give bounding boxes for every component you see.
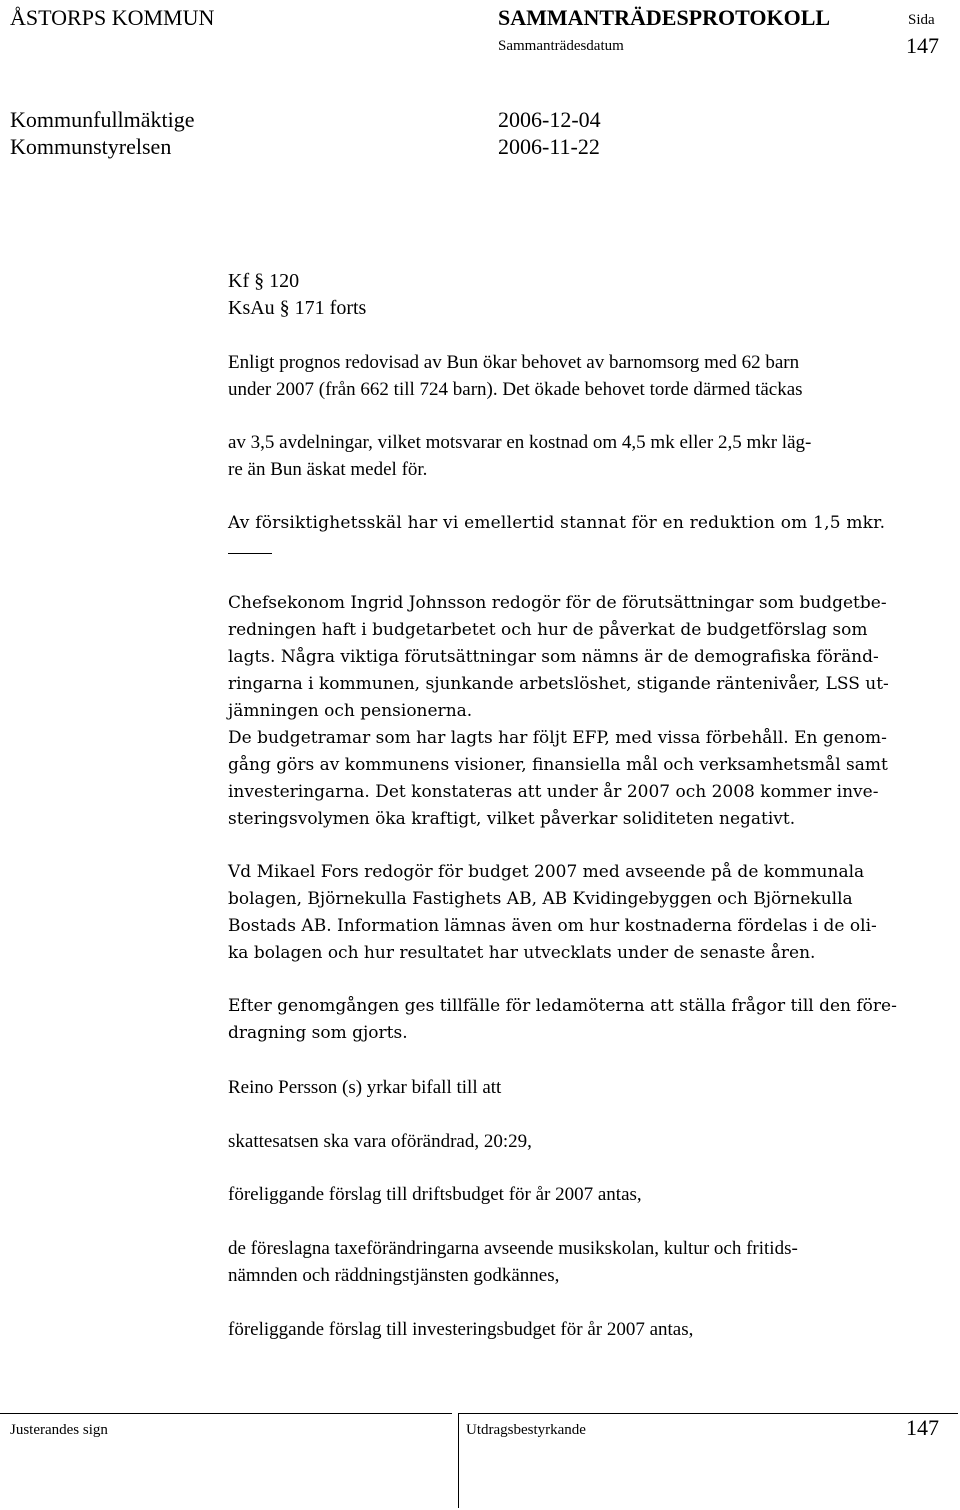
paragraph	[228, 1316, 940, 1343]
paragraph	[228, 510, 940, 537]
text-line: skattesatsen ska vara oförändrad, 20:29,	[228, 1131, 532, 1152]
text-line: ringarna i kommunen, sjunkande arbetslöshet, stigande räntenivåer, LSS ut-	[228, 674, 889, 694]
separator-line	[228, 553, 272, 554]
signature-label: Justerandes sign	[10, 1422, 108, 1438]
body-date: 2006-11-22	[498, 134, 600, 159]
paragraph	[228, 993, 940, 1047]
text-line: bolagen, Björnekulla Fastighets AB, AB Kvidingebyggen och Björnekulla	[228, 889, 853, 909]
text-line: lagts. Några viktiga förutsättningar som nämns är de demografiska föränd-	[228, 647, 879, 667]
text-line: Av försiktighetsskäl har vi emellertid stannat för en reduktion om 1,5 mkr.	[228, 513, 886, 533]
paragraph	[228, 349, 940, 403]
page-label: Sida	[908, 12, 935, 28]
text-line: dragning som gjorts.	[228, 1023, 408, 1043]
text-line: föreliggande förslag till driftsbudget för år 2007 antas,	[228, 1184, 642, 1205]
paragraph	[228, 590, 940, 833]
body-date: 2006-12-04	[498, 107, 601, 132]
footer-divider	[458, 1413, 459, 1508]
section-ref: Kf § 120	[228, 270, 300, 292]
text-line: Chefsekonom Ingrid Johnsson redogör för de förutsättningar som budgetbe-	[228, 593, 887, 613]
text-line: ka bolagen och hur resultatet har utvecklats under de senaste åren.	[228, 943, 816, 963]
text-line: De budgetramar som har lagts har följt EFP, med vissa förbehåll. En genom-	[228, 728, 887, 748]
text-line: Vd Mikael Fors redogör för budget 2007 med avseende på de kommunala	[228, 862, 865, 882]
paragraph	[228, 1181, 940, 1208]
text-line: nämnden och räddningstjänsten godkännes,	[228, 1265, 560, 1286]
footer-rule	[458, 1413, 958, 1414]
municipality-name: ÅSTORPS KOMMUN	[10, 5, 215, 30]
footer-rule	[0, 1413, 452, 1414]
certification-label: Utdragsbestyrkande	[466, 1422, 586, 1438]
paragraph	[228, 429, 940, 483]
text-line: re än Bun äskat medel för.	[228, 459, 428, 480]
text-line: föreliggande förslag till investeringsbudget för år 2007 antas,	[228, 1319, 694, 1340]
text-line: Bostads AB. Information lämnas även om hur kostnaderna fördelas i de oli-	[228, 916, 877, 936]
text-line: steringsvolymen öka kraftigt, vilket påverkar soliditeten negativt.	[228, 809, 796, 829]
section-ref: KsAu § 171 forts	[228, 297, 367, 319]
body-name: Kommunstyrelsen	[10, 134, 172, 159]
body-name: Kommunfullmäktige	[10, 107, 195, 132]
paragraph	[228, 1074, 940, 1101]
document-type: SAMMANTRÄDESPROTOKOLL	[498, 5, 831, 30]
text-line: under 2007 (från 662 till 724 barn). Det ökade behovet torde därmed täckas	[228, 379, 803, 400]
text-line: investeringarna. Det konstateras att under år 2007 och 2008 kommer inve-	[228, 782, 879, 802]
text-line: redningen haft i budgetarbetet och hur de påverkat de budgetförslag som	[228, 620, 868, 640]
paragraph	[228, 1235, 940, 1289]
footer-page-number: 147	[906, 1415, 939, 1440]
text-line: Reino Persson (s) yrkar bifall till att	[228, 1077, 502, 1098]
meeting-date-label: Sammanträdesdatum	[498, 38, 624, 54]
paragraph	[228, 859, 940, 967]
page-number: 147	[906, 33, 939, 58]
text-line: av 3,5 avdelningar, vilket motsvarar en kostnad om 4,5 mk eller 2,5 mkr läg-	[228, 432, 812, 453]
text-line: Efter genomgången ges tillfälle för ledamöterna att ställa frågor till den före-	[228, 996, 897, 1016]
text-line: Enligt prognos redovisad av Bun ökar behovet av barnomsorg med 62 barn	[228, 352, 800, 373]
text-line: de föreslagna taxeförändringarna avseende musikskolan, kultur och fritids-	[228, 1238, 798, 1259]
paragraph	[228, 1128, 940, 1155]
text-line: gång görs av kommunens visioner, finansiella mål och verksamhetsmål samt	[228, 755, 888, 775]
text-line: jämningen och pensionerna.	[228, 701, 473, 721]
